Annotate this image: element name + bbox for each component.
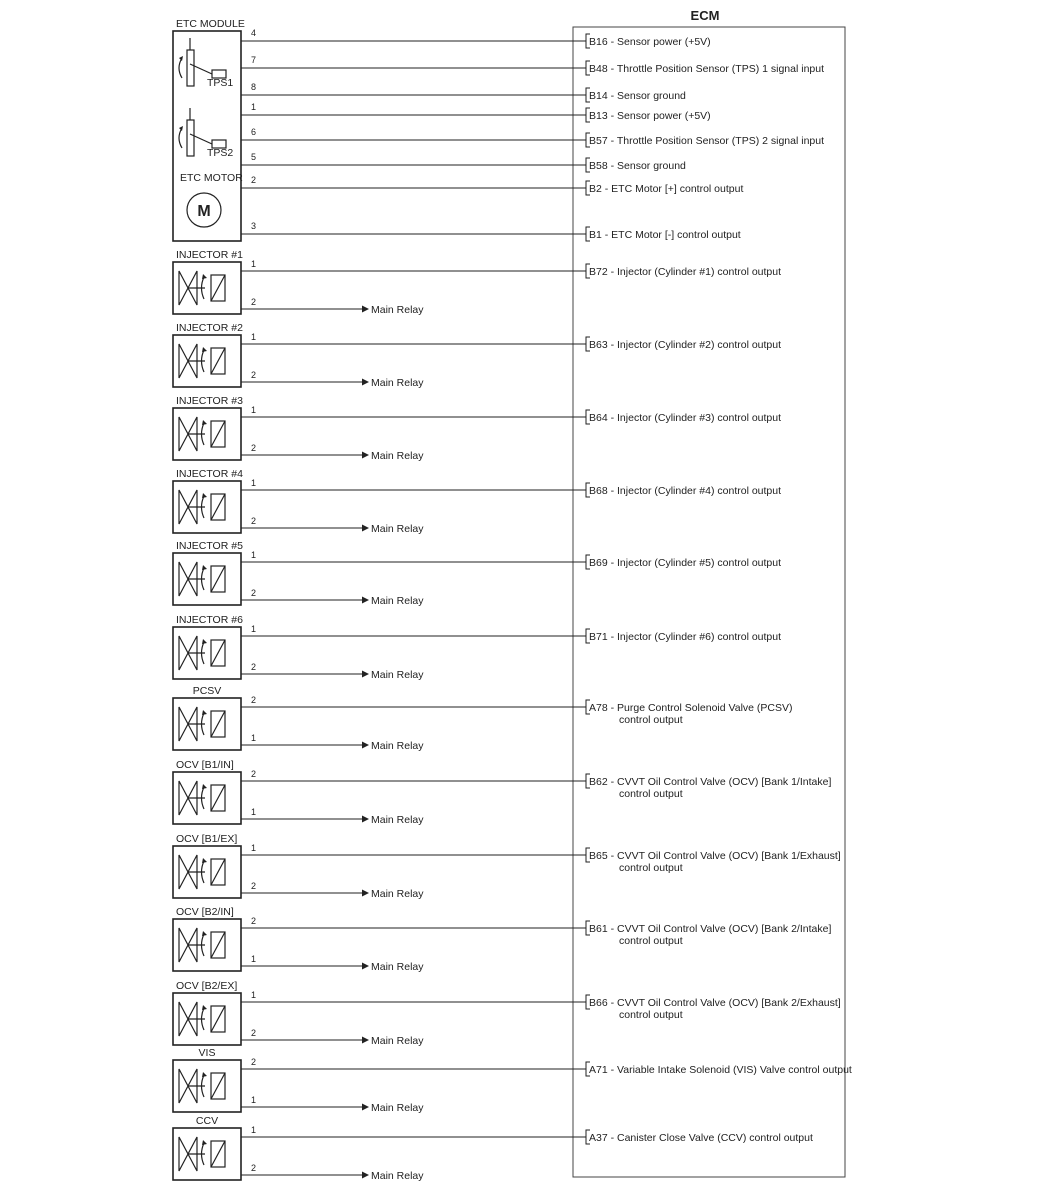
component-relay-pin-number: 2 [251,881,257,891]
component-ecm-pin-number: 1 [251,478,257,488]
component-box [173,553,241,605]
etc-motor-label: ETC MOTOR [180,172,243,184]
etc-pin-number: 1 [251,102,257,112]
ecm-pin-label-cont: control output [619,862,683,874]
relay-arrow-icon [362,890,369,897]
relay-arrow-icon [362,1172,369,1179]
ecm-pin-label: B62 - CVVT Oil Control Valve (OCV) [Bank 1/Intake] [589,776,832,788]
ecm-pin-label: B57 - Throttle Position Sensor (TPS) 2 signal input [589,135,825,147]
main-relay-label: Main Relay [371,1102,424,1114]
component-relay-pin-number: 2 [251,443,257,453]
component-relay-pin-number: 1 [251,954,257,964]
main-relay-label: Main Relay [371,595,424,607]
component-ecm-pin-number: 1 [251,624,257,634]
etc-motor-symbol: M [197,203,211,220]
component-box [173,481,241,533]
relay-arrow-icon [362,816,369,823]
ecm-pin-label: B69 - Injector (Cylinder #5) control output [589,557,782,569]
ecm-pin-label-cont: control output [619,1009,683,1021]
ecm-pin-label: B16 - Sensor power (+5V) [589,36,711,48]
component-relay-pin-number: 1 [251,1095,257,1105]
relay-arrow-icon [362,379,369,386]
component-relay-pin-number: 2 [251,516,257,526]
component-ecm-pin-number: 2 [251,695,257,705]
component-label: OCV [B2/IN] [176,906,234,918]
ecm-pin-label: B65 - CVVT Oil Control Valve (OCV) [Bank 1/Exhaust] [589,850,841,862]
component-box [173,993,241,1045]
component-label: INJECTOR #5 [176,540,243,552]
component-label: OCV [B1/EX] [176,833,238,845]
component-box [173,335,241,387]
component-relay-pin-number: 2 [251,662,257,672]
component-box [173,262,241,314]
component-relay-pin-number: 2 [251,297,257,307]
etc-pin-number: 7 [251,55,257,65]
ecm-pin-label-cont: control output [619,714,683,726]
main-relay-label: Main Relay [371,888,424,900]
component-box [173,1128,241,1180]
main-relay-label: Main Relay [371,669,424,681]
etc-pin-number: 5 [251,152,257,162]
main-relay-label: Main Relay [371,814,424,826]
component-label: OCV [B2/EX] [176,980,238,992]
main-relay-label: Main Relay [371,961,424,973]
relay-arrow-icon [362,597,369,604]
component-box [173,772,241,824]
relay-arrow-icon [362,742,369,749]
component-relay-pin-number: 2 [251,370,257,380]
etc-pin-number: 2 [251,175,257,185]
ecm-pin-label: A71 - Variable Intake Solenoid (VIS) Valve control output [589,1064,852,1076]
main-relay-label: Main Relay [371,377,424,389]
relay-arrow-icon [362,963,369,970]
relay-arrow-icon [362,1037,369,1044]
ecm-pin-label-cont: control output [619,788,683,800]
ecm-pin-label: B68 - Injector (Cylinder #4) control output [589,485,782,497]
relay-arrow-icon [362,1104,369,1111]
component-label: INJECTOR #6 [176,614,243,626]
relay-arrow-icon [362,525,369,532]
ecm-pin-label: B48 - Throttle Position Sensor (TPS) 1 signal input [589,63,825,75]
ecm-pin-label: A78 - Purge Control Solenoid Valve (PCSV) [589,702,793,714]
ecm-pin-label: B72 - Injector (Cylinder #1) control output [589,266,782,278]
ecm-pin-label: B2 - ETC Motor [+] control output [589,183,744,195]
ecm-pin-label: B61 - CVVT Oil Control Valve (OCV) [Bank 2/Intake] [589,923,832,935]
ecm-pin-label: B63 - Injector (Cylinder #2) control output [589,339,782,351]
component-ecm-pin-number: 2 [251,769,257,779]
etc-pin-number: 3 [251,221,257,231]
component-ecm-pin-number: 1 [251,332,257,342]
component-label: INJECTOR #1 [176,249,243,261]
component-label: INJECTOR #2 [176,322,243,334]
component-box [173,1060,241,1112]
component-label: INJECTOR #3 [176,395,243,407]
ecm-pin-label: B13 - Sensor power (+5V) [589,110,711,122]
etc-module-label: ETC MODULE [176,18,245,30]
main-relay-label: Main Relay [371,1035,424,1047]
ecm-pin-label: B71 - Injector (Cylinder #6) control output [589,631,782,643]
component-ecm-pin-number: 1 [251,990,257,1000]
component-ecm-pin-number: 1 [251,843,257,853]
component-relay-pin-number: 2 [251,588,257,598]
component-label: OCV [B1/IN] [176,759,234,771]
etc-pin-number: 8 [251,82,257,92]
component-relay-pin-number: 2 [251,1028,257,1038]
component-label: INJECTOR #4 [176,468,243,480]
component-ecm-pin-number: 1 [251,550,257,560]
component-relay-pin-number: 2 [251,1163,257,1173]
main-relay-label: Main Relay [371,523,424,535]
relay-arrow-icon [362,306,369,313]
ecm-pin-label: B14 - Sensor ground [589,90,686,102]
tps1-label: TPS1 [207,77,234,89]
ecm-pin-label: B64 - Injector (Cylinder #3) control output [589,412,782,424]
component-ecm-pin-number: 1 [251,259,257,269]
main-relay-label: Main Relay [371,450,424,462]
relay-arrow-icon [362,671,369,678]
main-relay-label: Main Relay [371,304,424,316]
ecm-pin-label: B1 - ETC Motor [-] control output [589,229,741,241]
component-ecm-pin-number: 1 [251,405,257,415]
ecm-title: ECM [690,8,720,23]
etc-pin-number: 4 [251,28,257,38]
component-box [173,627,241,679]
component-label: PCSV [192,685,222,697]
component-ecm-pin-number: 2 [251,916,257,926]
ecm-pin-label: B66 - CVVT Oil Control Valve (OCV) [Bank 2/Exhaust] [589,997,841,1009]
component-label: CCV [195,1115,219,1127]
component-relay-pin-number: 1 [251,733,257,743]
main-relay-label: Main Relay [371,740,424,752]
tps2-label: TPS2 [207,147,234,159]
component-label: VIS [198,1047,216,1059]
ecm-pin-label: A37 - Canister Close Valve (CCV) control output [589,1132,813,1144]
component-box [173,408,241,460]
component-box [173,698,241,750]
etc-pin-number: 6 [251,127,257,137]
ecm-pin-label-cont: control output [619,935,683,947]
ecm-pin-label: B58 - Sensor ground [589,160,686,172]
component-ecm-pin-number: 2 [251,1057,257,1067]
component-box [173,919,241,971]
main-relay-label: Main Relay [371,1170,424,1182]
component-relay-pin-number: 1 [251,807,257,817]
component-box [173,846,241,898]
relay-arrow-icon [362,452,369,459]
component-ecm-pin-number: 1 [251,1125,257,1135]
